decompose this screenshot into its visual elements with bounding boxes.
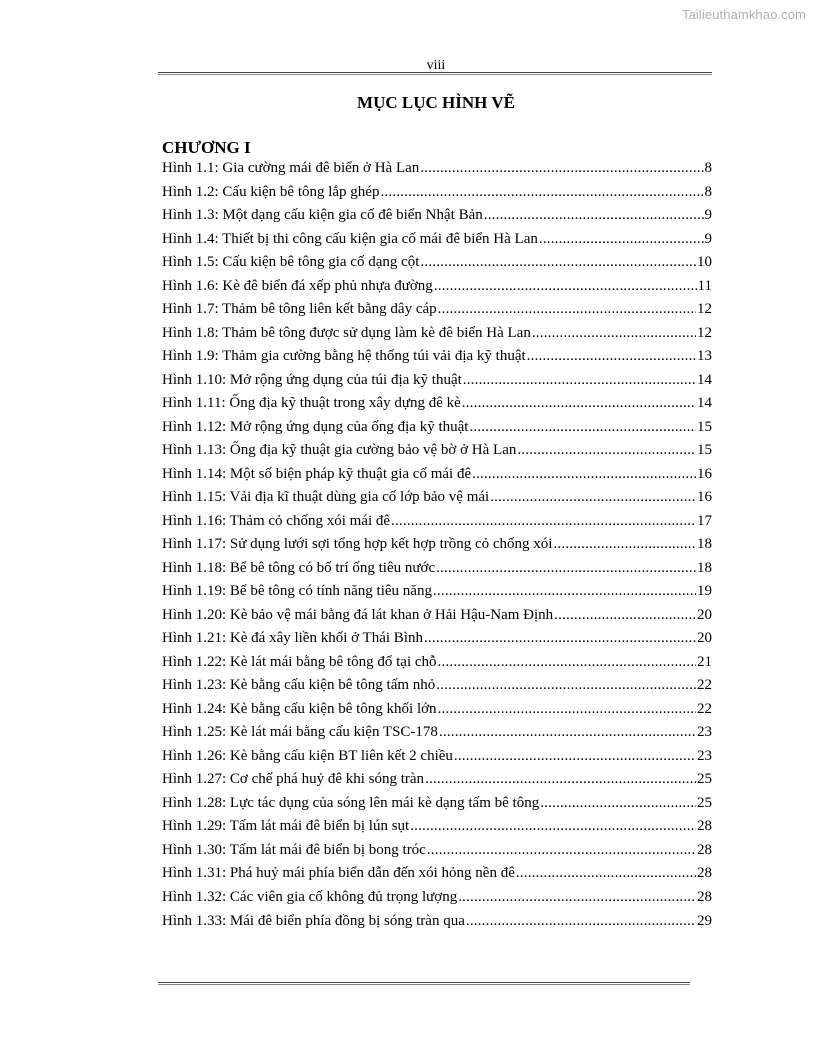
figure-entry[interactable] [162,275,712,299]
dot-leader [424,627,696,651]
dot-leader [454,745,696,769]
figure-entry[interactable] [162,439,712,463]
figure-entry-page: 29 [697,912,712,929]
figure-entry[interactable] [162,557,712,581]
figure-entry[interactable] [162,674,712,698]
figure-entry[interactable] [162,745,712,769]
dot-leader [425,768,696,792]
dot-leader [438,651,696,675]
figure-entry-label: Hình 1.28: Lực tác dụng của sóng lên mái kè dạng tấm bê tông [162,794,540,811]
dot-leader [458,886,696,910]
figure-entry-label: Hình 1.18: Bể bê tông có bố trí ống tiêu nước [162,559,436,576]
dot-leader [527,345,696,369]
dot-leader [434,275,697,299]
dot-leader [420,157,703,181]
figure-entry-label: Hình 1.1: Gia cường mái đê biển ở Hà Lan [162,160,420,176]
figure-entry-label: Hình 1.30: Tấm lát mái đê biển bị bong tróc [162,841,426,858]
figure-entry[interactable] [162,651,712,675]
dot-leader [553,533,696,557]
figure-entry-page: 9 [704,230,712,247]
dot-leader [433,580,696,604]
dot-leader [439,721,696,745]
figure-entry-page: 16 [697,489,712,506]
dot-leader [472,463,696,487]
dot-leader [532,322,696,346]
figure-entry-label: Hình 1.11: Ống địa kỹ thuật trong xây dựng đê kè [162,395,461,412]
dot-leader [438,698,696,722]
figure-entry[interactable] [162,416,712,440]
dot-leader [540,792,696,816]
figure-entry[interactable] [162,510,712,534]
figure-entry-label: Hình 1.6: Kè đê biển đá xếp phủ nhựa đường [162,277,433,294]
figure-entry[interactable] [162,721,712,745]
figure-entry[interactable] [162,322,712,346]
figure-entry[interactable] [162,298,712,322]
figure-entry-label: Hình 1.19: Bể bê tông có tính năng tiêu năng [162,583,432,600]
figure-entry-page: 22 [697,677,712,694]
figure-entry-label: Hình 1.21: Kè đá xây liền khối ở Thái Bình [162,630,423,647]
watermark-text: Tailieuthamkhao.com [681,7,806,22]
dot-leader [420,251,696,275]
figure-entry-label: Hình 1.32: Các viên gia cố không đủ trọng lượng [162,888,458,905]
figure-entry-label: Hình 1.12: Mở rộng ứng dụng của ống địa kỹ thuật [162,418,469,435]
figure-entry-page: 16 [697,465,712,482]
figure-entry-label: Hình 1.23: Kè bằng cấu kiện bê tông tấm nhỏ [162,677,436,694]
figure-entry[interactable] [162,698,712,722]
figure-entry[interactable] [162,627,712,651]
figure-entry[interactable] [162,345,712,369]
header-divider [158,72,712,75]
figure-entry-page: 20 [697,606,712,623]
figure-entry-page: 28 [697,818,712,835]
figure-entry-page: 14 [697,371,712,388]
figure-entry-label: Hình 1.4: Thiết bị thi công cấu kiện gia cố mái đê biển Hà Lan [162,230,538,247]
figure-entry[interactable] [162,181,712,205]
figure-entry-page: 28 [697,888,712,905]
figure-entry-label: Hình 1.17: Sử dụng lưới sợi tổng hợp kết hợp trồng cỏ chống xói [162,536,553,553]
figure-entry-page: 18 [697,559,712,576]
dot-leader [539,228,704,252]
figure-entry-label: Hình 1.9: Thảm gia cường bằng hệ thống túi vải địa kỹ thuật [162,348,526,365]
figure-entry-page: 8 [704,183,712,200]
figure-entry-page: 12 [697,301,712,318]
figure-entry[interactable] [162,157,712,181]
figure-entry-label: Hình 1.26: Kè bằng cấu kiện BT liên kết 2 chiều [162,747,453,764]
dot-leader [463,369,696,393]
figure-entry-page: 15 [697,418,712,435]
figure-entry-label: Hình 1.29: Tấm lát mái đê biển bị lún sụt [162,818,410,835]
figure-entry-label: Hình 1.16: Thảm cỏ chống xói mái đê [162,512,391,529]
figure-entry-label: Hình 1.22: Kè lát mái bằng bê tông đổ tại chỗ [162,653,437,670]
dot-leader [469,416,696,440]
figure-entry-page: 11 [697,277,712,294]
figure-entry[interactable] [162,910,712,934]
figure-entry[interactable] [162,251,712,275]
figure-entry-page: 23 [697,724,712,741]
figure-entry[interactable] [162,228,712,252]
figure-entry-label: Hình 1.13: Ống địa kỹ thuật gia cường bảo vệ bờ ở Hà Lan [162,442,517,459]
figure-entry-page: 20 [697,630,712,647]
figure-entry[interactable] [162,792,712,816]
figure-entry-label: Hình 1.3: Một dạng cấu kiện gia cố đê biển Nhật Bản [162,207,483,224]
dot-leader [484,204,704,228]
figure-entry-label: Hình 1.25: Kè lát mái bằng cấu kiện TSC-178 [162,724,438,741]
figure-entry-label: Hình 1.20: Kè bảo vệ mái bằng đá lát khan ở Hải Hậu-Nam Định [162,606,554,623]
figure-entry-label: Hình 1.5: Cấu kiện bê tông gia cố dạng cột [162,254,420,271]
figure-entry-page: 10 [697,254,712,271]
figure-entry[interactable] [162,886,712,910]
figure-entry-page: 25 [697,794,712,811]
figure-entry[interactable] [162,768,712,792]
figure-entry-label: Hình 1.14: Một số biện pháp kỹ thuật gia cố mái đê [162,465,472,482]
figure-entry-page: 19 [697,583,712,600]
figure-entry-label: Hình 1.10: Mở rộng ứng dụng của túi địa kỹ thuật [162,371,462,388]
figure-entry-label: Hình 1.8: Thảm bê tông được sử dụng làm kè đê biển Hà Lan [162,324,531,341]
figure-entry[interactable] [162,533,712,557]
figure-entry[interactable] [162,580,712,604]
figure-entry-page: 18 [697,536,712,553]
dot-leader [490,486,696,510]
figure-entry-page: 13 [697,348,712,365]
figure-entry[interactable] [162,463,712,487]
dot-leader [410,815,696,839]
footer-divider [158,982,690,985]
figure-entry-page: 23 [697,747,712,764]
figure-entry-page: 12 [697,324,712,341]
dot-leader [462,392,696,416]
dot-leader [517,439,696,463]
figure-entry-label: Hình 1.7: Thảm bê tông liên kết bằng dây cáp [162,301,437,318]
dot-leader [516,862,696,886]
figure-entry-page: 25 [697,771,712,788]
figure-entry[interactable] [162,839,712,863]
dot-leader [391,510,696,534]
dot-leader [436,557,696,581]
figure-entry-label: Hình 1.15: Vải địa kĩ thuật dùng gia cố lớp bảo vệ mái [162,489,490,506]
figure-entry[interactable] [162,604,712,628]
figure-entry-label: Hình 1.33: Mái đê biển phía đồng bị sóng tràn qua [162,912,465,929]
figure-entry-label: Hình 1.24: Kè bằng cấu kiện bê tông khối lớn [162,700,437,717]
figure-entry-page: 15 [697,442,712,459]
figure-entry[interactable] [162,392,712,416]
figure-entry[interactable] [162,815,712,839]
figure-entry-page: 28 [697,865,712,882]
page-title: MỤC LỤC HÌNH VẼ [357,93,515,112]
dot-leader [380,181,703,205]
dot-leader [436,674,696,698]
chapter-heading: CHƯƠNG I [162,138,251,157]
figure-entry-page: 9 [704,207,712,224]
figure-entry-page: 8 [704,160,712,176]
figure-entry-label: Hình 1.2: Cấu kiện bê tông lắp ghép [162,183,380,200]
figure-entry-label: Hình 1.27: Cơ chế phá huỷ đê khi sóng tràn [162,771,425,788]
figure-entry-page: 28 [697,841,712,858]
dot-leader [466,910,696,934]
page-number: viii [426,58,446,73]
figure-entry[interactable] [162,486,712,510]
figure-entry[interactable] [162,204,712,228]
figure-entry-page: 22 [697,700,712,717]
figure-entry[interactable] [162,369,712,393]
figure-entry-page: 17 [697,512,712,529]
figure-entry-label: Hình 1.31: Phá huỷ mái phía biển dẫn đến xói hỏng nền đê [162,865,515,882]
figure-entry-page: 14 [697,395,712,412]
dot-leader [554,604,696,628]
dot-leader [427,839,696,863]
dot-leader [438,298,696,322]
figure-list [162,157,712,933]
figure-entry[interactable] [162,862,712,886]
figure-entry-page: 21 [697,653,712,670]
